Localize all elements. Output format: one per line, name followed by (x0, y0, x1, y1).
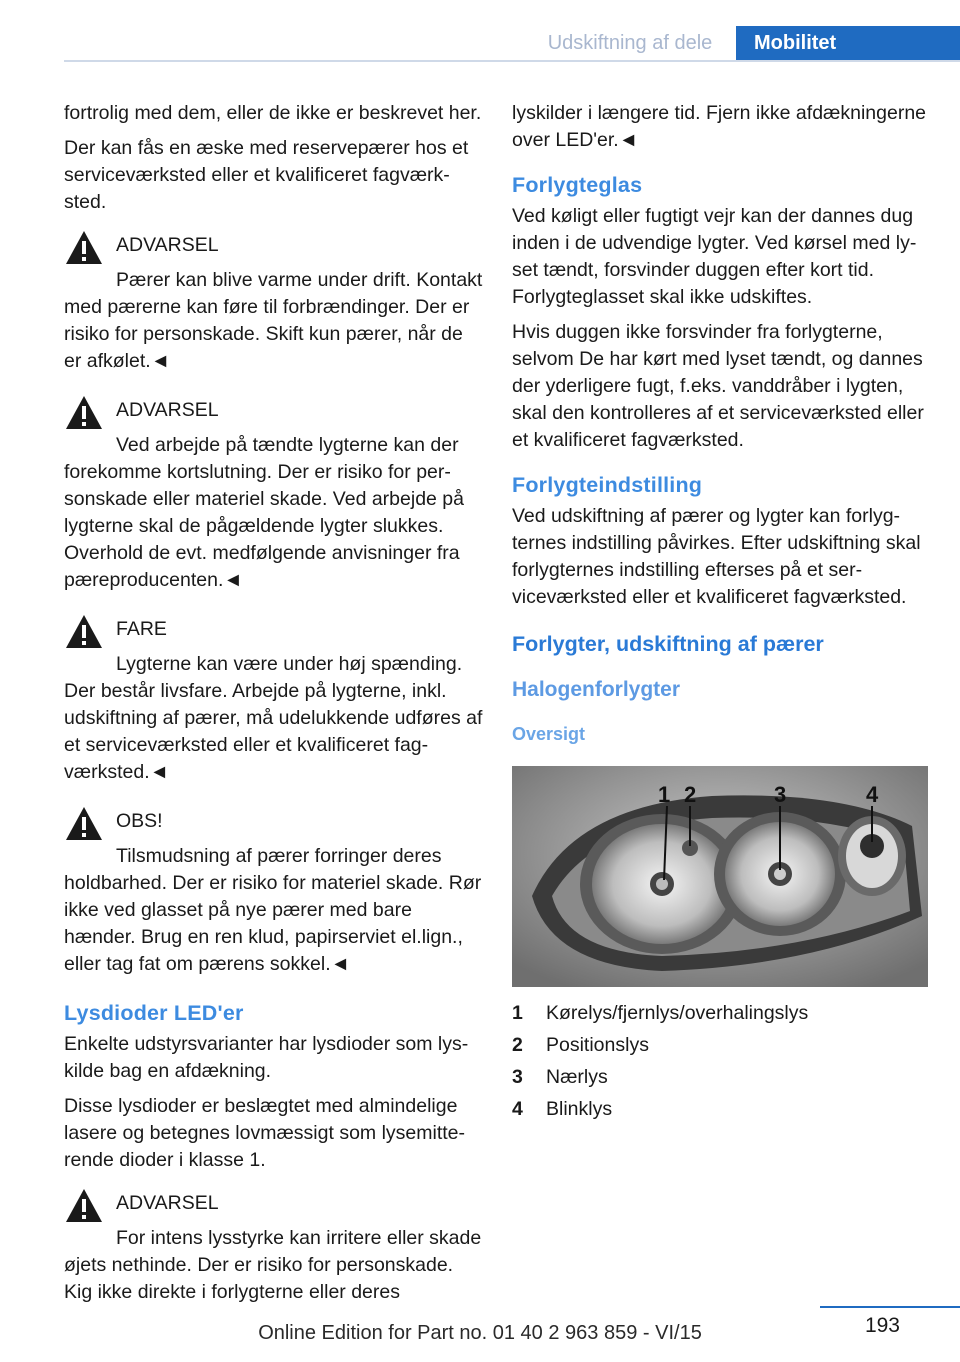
notice-block (64, 808, 484, 978)
warning-text: For intens lysstyrke kan irritere eller skade øjets nethinde. Der er risiko for personskade. Kig ikke direkte i forlygterne eller deres (64, 1227, 482, 1303)
warning-triangle-icon (64, 228, 104, 268)
header-chapter-tab: Mobilitet (736, 26, 960, 62)
header-divider (64, 60, 960, 62)
paragraph: fortrolig med dem, eller de ikke er beskrevet her. (64, 102, 482, 124)
sub-heading-overview: Oversigt (512, 724, 586, 744)
warning-text: Lygterne kan være under høj spænding. Der består livsfare. Arbejde på lygterne, inkl. udskiftning af pærer, må udelukkende udføres af et serviceværksted eller et kvalificeret fagværksted.◄ (64, 653, 483, 783)
warning-triangle-icon (64, 393, 104, 433)
paragraph: Ved køligt eller fugtigt vejr kan der dannes dug inden i de udvendige lygter. Ved kørsel med lyset tændt, forsvinder duggen efter kort tid. Forlygteglasset skal ikke udskiftes. (512, 205, 917, 308)
section-heading-glass: Forlygteglas (512, 173, 643, 197)
warning-text: Ved arbejde på tændte lygterne kan der forekomme kortslutning. Der er risiko for personskade eller materiel skade. Ved arbejde på lygterne skal de pågældende lygter slukkes. Overhold de evt. medfølgende anvisninger fra pæreproducenten.◄ (64, 434, 464, 591)
paragraph: Disse lysdioder er beslægtet med almindelige lasere og betegnes lovmæssigt som lysemitterende dioder i klasse 1. (64, 1095, 466, 1171)
headlight-photo (512, 766, 928, 987)
callout-3: 3 (774, 782, 787, 807)
paragraph: lyskilder i længere tid. Fjern ikke afdækningerne over LED'er.◄ (512, 102, 927, 151)
warning-triangle-icon (64, 804, 104, 844)
warning-text: Tilsmudsning af pærer forringer deres holdbarhed. Der er risiko for materiel skade. Rør ikke ved glasset på nye pærer med bare hænder. Brug en ren klud, papirserviet el.lign., eller tag fat om pærens sokkel.◄ (64, 845, 482, 975)
callout-4: 4 (866, 782, 879, 807)
legend-list (512, 997, 932, 1125)
warning-block (64, 397, 484, 594)
callout-1: 1 (658, 782, 671, 807)
list-item: 1 Kørelys/fjernlys/overhalingslys (512, 1001, 809, 1024)
paragraph: Der kan fås en æske med reservepærer hos et serviceværksted eller et kvalificeret fagværksted. (64, 137, 469, 213)
edition-note: Online Edition for Part no. 01 40 2 963 859 - VI/15 (258, 1322, 702, 1344)
warning-triangle-icon (64, 1186, 104, 1226)
footer-divider (820, 1306, 960, 1308)
warning-block (64, 232, 484, 375)
right-column (512, 100, 932, 1125)
list-item: 2 Positionslys (512, 1033, 649, 1056)
warning-block (64, 1190, 484, 1306)
list-item: 3 Nærlys (512, 1065, 608, 1088)
paragraph: Ved udskiftning af pærer og lygter kan forlygternes indstilling påvirkes. Efter udskiftning skal forlygternes indstilling efterses på et serviceværksted eller et kvalificeret fagværksted. (512, 505, 921, 608)
warning-title: ADVARSEL (116, 1192, 219, 1214)
paragraph: Enkelte udstyrsvarianter har lysdioder som lyskilde bag en afdækning. (64, 1033, 469, 1082)
callout-2: 2 (684, 782, 697, 807)
warning-text: Pærer kan blive varme under drift. Kontakt med pærerne kan føre til forbrændinger. Der er risiko for personskade. Skift kun pærer, når de er afkølet.◄ (64, 269, 483, 372)
sub-heading-halogen: Halogenforlygter (512, 678, 681, 701)
warning-triangle-icon (64, 612, 104, 652)
left-column (64, 100, 484, 1328)
paragraph: Hvis duggen ikke forsvinder fra forlygterne, selvom De har kørt med lyset tændt, og dannes der yderligere fugt, f.eks. vanddråber i lygten, skal den kontrolleres af et serviceværksted eller et kvalificeret fagværksted. (512, 321, 924, 451)
warning-title: ADVARSEL (116, 234, 219, 256)
warning-title: FARE (116, 618, 167, 640)
section-heading-adjustment: Forlygteindstilling (512, 473, 703, 497)
section-heading-led: Lysdioder LED'er (64, 1001, 244, 1025)
danger-block (64, 616, 484, 786)
list-item: 4 Blinklys (512, 1097, 613, 1120)
page-number: 193 (864, 1314, 900, 1337)
header-section-tab: Udskiftning af dele (547, 32, 713, 54)
section-heading-bulb-replacement: Forlygter, udskiftning af pærer (512, 632, 824, 656)
warning-title: ADVARSEL (116, 399, 219, 421)
warning-title: OBS! (116, 810, 163, 832)
